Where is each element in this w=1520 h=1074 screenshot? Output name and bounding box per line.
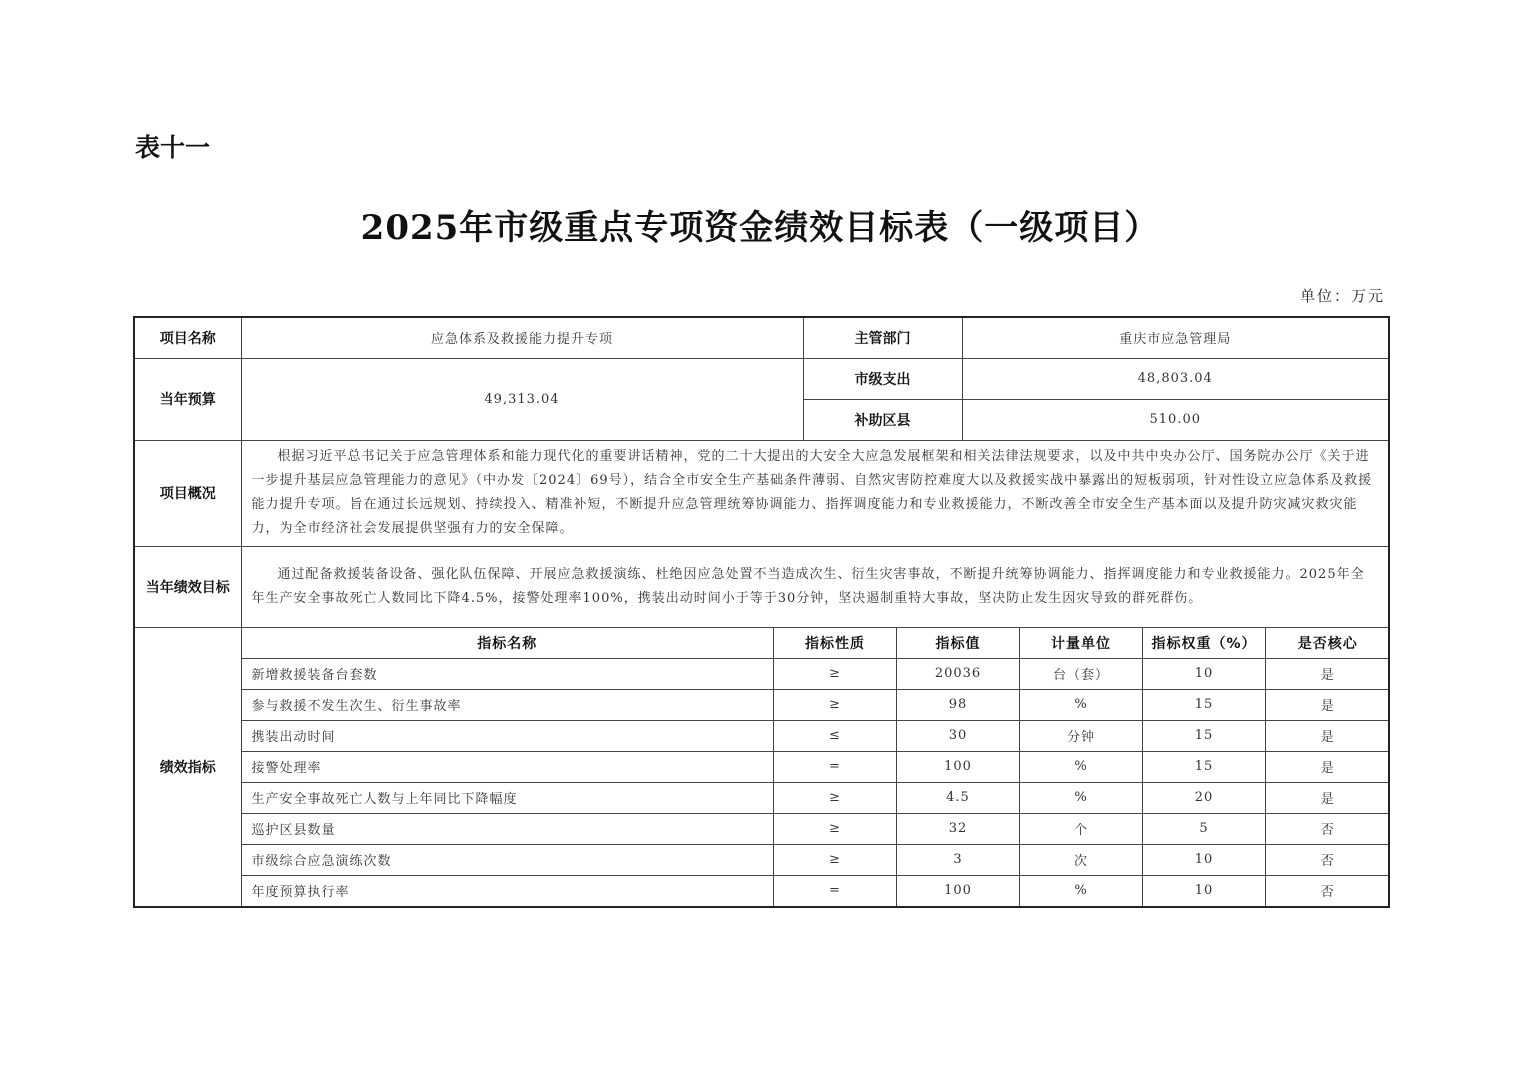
indicator-name: 接警处理率 <box>242 751 774 782</box>
document-title: 2025年市级重点专项资金绩效目标表（一级项目） <box>360 208 1160 248</box>
indicator-unit: % <box>1020 875 1143 906</box>
city-expense-value: 48,803.04 <box>962 358 1389 399</box>
table-row <box>242 720 1390 751</box>
indicator-unit: % <box>1020 751 1143 782</box>
indicator-core: 是 <box>1266 658 1390 689</box>
indicators-table <box>242 628 1390 906</box>
indicator-value: 100 <box>897 875 1020 906</box>
indicators-cell <box>241 627 1389 907</box>
overview-text: 根据习近平总书记关于应急管理体系和能力现代化的重要讲话精神，党的二十大提出的大安全大应急发展框架和相关法律法规要求，以及中共中央办公厅、国务院办公厅《关于进一步提升基层应急管理能力的意见》（中办发〔2024〕69号），结合全市安全生产基础条件薄弱、自然灾害防控难度大以及救援实战中暴露出的短板弱项，针对性设立应急体系及救援能力提升专项。旨在通过长远规划、持续投入、精准补短，不断提升应急管理统筹协调能力、指挥调度能力和专业救援能力，不断改善全市安全生产基本面以及提升防灾减灾救灾能力，为全市经济社会发展提供坚强有力的安全保障。 <box>241 440 1389 546</box>
indicator-value: 32 <box>897 813 1020 844</box>
department-label: 主管部门 <box>803 317 962 358</box>
district-subsidy-label: 补助区县 <box>803 399 962 440</box>
indicator-value: 20036 <box>897 658 1020 689</box>
indicator-name: 新增救援装备台套数 <box>242 658 774 689</box>
department-value: 重庆市应急管理局 <box>962 317 1389 358</box>
indicator-nature: ≤ <box>774 720 897 751</box>
district-subsidy-value: 510.00 <box>962 399 1389 440</box>
indicator-weight: 15 <box>1143 720 1266 751</box>
project-name-label: 项目名称 <box>134 317 241 358</box>
table-row <box>242 658 1390 689</box>
indicator-unit: 个 <box>1020 813 1143 844</box>
header-indicator-nature: 指标性质 <box>774 628 897 659</box>
indicator-core: 是 <box>1266 751 1390 782</box>
indicator-weight: 5 <box>1143 813 1266 844</box>
indicator-nature: ≥ <box>774 844 897 875</box>
indicator-weight: 20 <box>1143 782 1266 813</box>
indicator-value: 98 <box>897 689 1020 720</box>
table-row <box>242 751 1390 782</box>
indicator-nature: ≥ <box>774 658 897 689</box>
header-unit: 计量单位 <box>1020 628 1143 659</box>
indicator-core: 否 <box>1266 875 1390 906</box>
indicator-core: 是 <box>1266 782 1390 813</box>
indicator-core: 是 <box>1266 689 1390 720</box>
indicator-nature: ≥ <box>774 689 897 720</box>
project-name-value: 应急体系及救援能力提升专项 <box>241 317 803 358</box>
indicator-core: 否 <box>1266 813 1390 844</box>
table-row <box>242 782 1390 813</box>
indicator-nature: ≥ <box>774 813 897 844</box>
table-row <box>242 875 1390 906</box>
indicator-weight: 10 <box>1143 844 1266 875</box>
overview-label: 项目概况 <box>134 440 241 546</box>
header-indicator-value: 指标值 <box>897 628 1020 659</box>
indicator-weight: 10 <box>1143 875 1266 906</box>
header-is-core: 是否核心 <box>1266 628 1390 659</box>
table-row <box>242 844 1390 875</box>
budget-label: 当年预算 <box>134 358 241 440</box>
annual-goal-label: 当年绩效目标 <box>134 546 241 627</box>
indicator-unit: 台（套） <box>1020 658 1143 689</box>
indicator-name: 巡护区县数量 <box>242 813 774 844</box>
indicator-nature: ≥ <box>774 782 897 813</box>
unit-label: 单位：万元 <box>1299 287 1385 305</box>
indicator-name: 市级综合应急演练次数 <box>242 844 774 875</box>
indicator-weight: 15 <box>1143 689 1266 720</box>
indicator-nature: = <box>774 751 897 782</box>
indicator-name: 携装出动时间 <box>242 720 774 751</box>
table-row <box>242 813 1390 844</box>
indicator-unit: % <box>1020 782 1143 813</box>
indicators-header-row <box>242 628 1390 659</box>
indicator-core: 是 <box>1266 720 1390 751</box>
performance-table <box>133 316 1390 908</box>
indicator-core: 否 <box>1266 844 1390 875</box>
header-indicator-name: 指标名称 <box>242 628 774 659</box>
indicators-label: 绩效指标 <box>134 627 241 907</box>
table-row <box>242 689 1390 720</box>
indicator-unit: 分钟 <box>1020 720 1143 751</box>
indicator-value: 30 <box>897 720 1020 751</box>
city-expense-label: 市级支出 <box>803 358 962 399</box>
indicator-value: 100 <box>897 751 1020 782</box>
indicator-value: 3 <box>897 844 1020 875</box>
indicator-weight: 10 <box>1143 658 1266 689</box>
indicator-name: 年度预算执行率 <box>242 875 774 906</box>
indicator-unit: % <box>1020 689 1143 720</box>
annual-goal-text: 通过配备救援装备设备、强化队伍保障、开展应急救援演练、杜绝因应急处置不当造成次生、衍生灾害事故，不断提升统筹协调能力、指挥调度能力和专业救援能力。2025年全年生产安全事故死亡人数同比下降4.5%，接警处理率100%，携装出动时间小于等于30分钟，坚决遏制重特大事故，坚决防止发生因灾导致的群死群伤。 <box>241 546 1389 627</box>
indicator-value: 4.5 <box>897 782 1020 813</box>
table-number-label: 表十一 <box>135 133 211 162</box>
indicator-weight: 15 <box>1143 751 1266 782</box>
indicator-nature: = <box>774 875 897 906</box>
indicator-unit: 次 <box>1020 844 1143 875</box>
budget-value: 49,313.04 <box>241 358 803 440</box>
indicator-name: 参与救援不发生次生、衍生事故率 <box>242 689 774 720</box>
indicator-name: 生产安全事故死亡人数与上年同比下降幅度 <box>242 782 774 813</box>
header-weight: 指标权重（%） <box>1143 628 1266 659</box>
